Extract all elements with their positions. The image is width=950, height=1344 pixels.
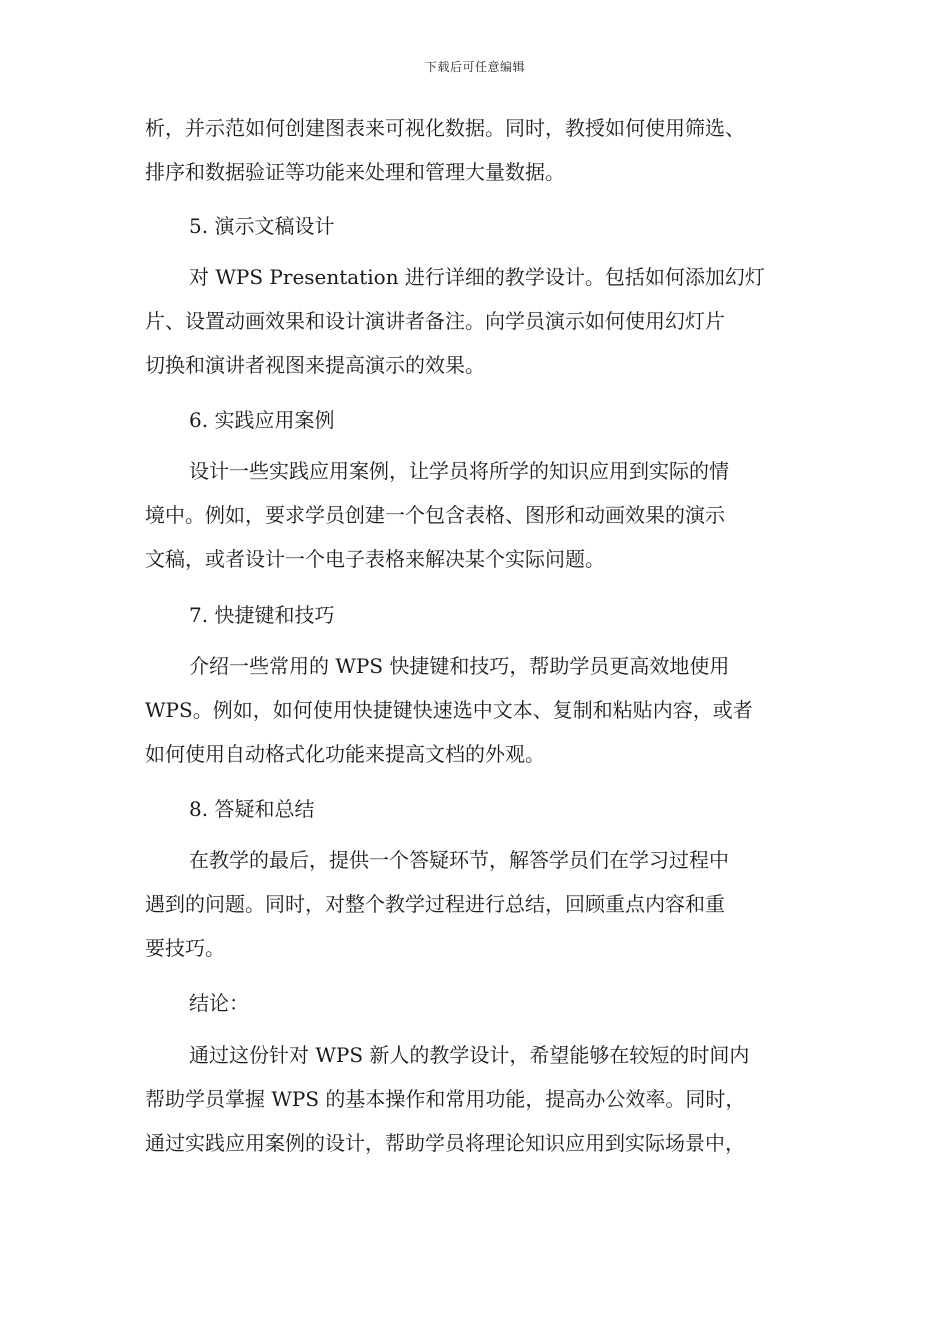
paragraph-data-analysis	[145, 106, 810, 194]
heading-text: 5. 演示文稿设计	[189, 214, 335, 238]
section-heading-5	[145, 204, 810, 248]
text-line: 在教学的最后，提供一个答疑环节，解答学员们在学习过程中	[189, 848, 729, 872]
paragraph-qa-summary	[145, 838, 810, 970]
text-line: WPS。例如，如何使用快捷键快速选中文本、复制和粘贴内容，或者	[145, 698, 753, 722]
text-line: 文稿，或者设计一个电子表格来解决某个实际问题。	[145, 547, 605, 571]
page-header: 下载后可任意编辑	[424, 60, 525, 74]
text-line: 对 WPS Presentation 进行详细的教学设计。包括如何添加幻灯	[189, 265, 765, 289]
text-line: 境中。例如，要求学员创建一个包含表格、图形和动画效果的演示	[145, 503, 725, 527]
heading-text: 6. 实践应用案例	[189, 408, 335, 432]
text-line: 介绍一些常用的 WPS 快捷键和技巧，帮助学员更高效地使用	[189, 654, 730, 678]
section-heading-7	[145, 593, 810, 637]
text-line: 排序和数据验证等功能来处理和管理大量数据。	[145, 160, 565, 184]
text-line: 片、设置动画效果和设计演讲者备注。向学员演示如何使用幻灯片	[145, 309, 725, 333]
text-line: 切换和演讲者视图来提高演示的效果。	[145, 353, 485, 377]
paragraph-presentation-design	[145, 255, 810, 387]
text-line: 设计一些实践应用案例，让学员将所学的知识应用到实际的情	[189, 459, 729, 483]
paragraph-practice-cases	[145, 449, 810, 581]
paragraph-conclusion	[145, 1033, 810, 1165]
text-line: 通过实践应用案例的设计，帮助学员将理论知识应用到实际场景中，	[145, 1131, 745, 1155]
section-heading-6	[145, 398, 810, 442]
text-line: 如何使用自动格式化功能来提高文档的外观。	[145, 742, 545, 766]
text-line: 遇到的问题。同时，对整个教学过程进行总结，回顾重点内容和重	[145, 892, 725, 916]
text-line: 要技巧。	[145, 936, 225, 960]
text-line: 通过这份针对 WPS 新人的教学设计，希望能够在较短的时间内	[189, 1043, 750, 1067]
heading-text: 8. 答疑和总结	[189, 797, 315, 821]
heading-text: 结论：	[189, 991, 249, 1015]
section-heading-8	[145, 787, 810, 831]
paragraph-shortcuts	[145, 644, 810, 776]
text-line: 析，并示范如何创建图表来可视化数据。同时，教授如何使用筛选、	[145, 116, 745, 140]
text-line: 帮助学员掌握 WPS 的基本操作和常用功能，提高办公效率。同时，	[145, 1087, 746, 1111]
conclusion-heading	[145, 981, 810, 1025]
heading-text: 7. 快捷键和技巧	[189, 603, 335, 627]
